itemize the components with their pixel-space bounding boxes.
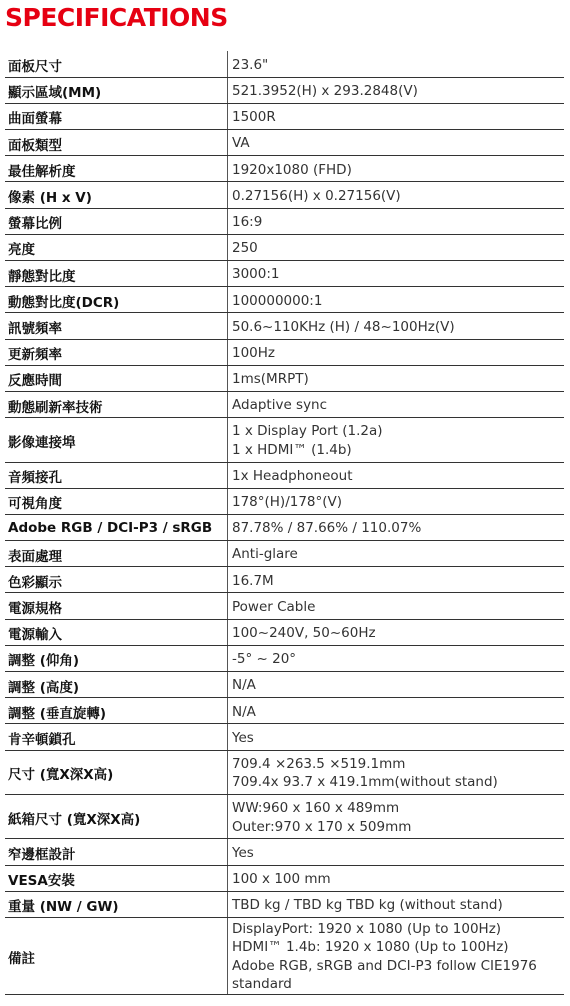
- spec-label: 亮度: [5, 234, 228, 260]
- spec-row: [5, 287, 564, 313]
- spec-value: [228, 391, 565, 417]
- spec-value: [228, 865, 565, 891]
- spec-label: 最佳解析度: [5, 156, 228, 182]
- spec-row: [5, 514, 564, 540]
- spec-row: [5, 156, 564, 182]
- spec-value-line: standard: [232, 976, 292, 993]
- spec-label: 電源規格: [5, 593, 228, 619]
- spec-label: 音頻接孔: [5, 462, 228, 488]
- spec-value: [228, 645, 565, 671]
- spec-value-line: 1x Headphoneout: [232, 467, 353, 484]
- spec-value: [228, 917, 565, 994]
- spec-value-line: TBD kg / TBD kg TBD kg (without stand): [232, 897, 503, 914]
- spec-value: [228, 418, 565, 462]
- spec-value-line: 1ms(MRPT): [232, 371, 309, 388]
- spec-value-line: Anti-glare: [232, 546, 298, 563]
- spec-value: [228, 891, 565, 917]
- spec-row: [5, 418, 564, 462]
- spec-label: 調整 (仰角): [5, 645, 228, 671]
- spec-row: [5, 51, 564, 77]
- spec-value-line: 709.4 ×263.5 ×519.1mm: [232, 755, 406, 772]
- spec-row: [5, 313, 564, 339]
- spec-value: [228, 593, 565, 619]
- spec-value: [228, 51, 565, 77]
- spec-value-line: HDMI™ 1.4b: 1920 x 1080 (Up to 100Hz): [232, 939, 509, 956]
- spec-value-line: 1920x1080 (FHD): [232, 161, 352, 178]
- spec-value: [228, 261, 565, 287]
- spec-value-line: 100Hz: [232, 344, 276, 361]
- spec-label: VESA安裝: [5, 865, 228, 891]
- spec-label: 表面處理: [5, 541, 228, 567]
- spec-row: [5, 794, 564, 838]
- spec-row: [5, 724, 564, 750]
- spec-value-line: 100~240V, 50~60Hz: [232, 624, 376, 641]
- spec-row: [5, 619, 564, 645]
- specifications-table: [5, 51, 564, 995]
- spec-row: [5, 208, 564, 234]
- spec-value-line: 87.78% / 87.66% / 110.07%: [232, 520, 422, 537]
- spec-label: 重量 (NW / GW): [5, 891, 228, 917]
- spec-row: [5, 865, 564, 891]
- spec-row: [5, 234, 564, 260]
- spec-value: [228, 208, 565, 234]
- spec-label: 可視角度: [5, 488, 228, 514]
- spec-value: [228, 103, 565, 129]
- spec-value-line: 100000000:1: [232, 292, 323, 309]
- spec-value: [228, 130, 565, 156]
- spec-value-line: 100 x 100 mm: [232, 870, 331, 887]
- spec-row: [5, 917, 564, 994]
- spec-value-line: 0.27156(H) x 0.27156(V): [232, 187, 401, 204]
- spec-value: [228, 567, 565, 593]
- spec-value: [228, 339, 565, 365]
- spec-value-line: 50.6~110KHz (H) / 48~100Hz(V): [232, 318, 455, 335]
- spec-value: [228, 287, 565, 313]
- spec-value-line: Yes: [232, 729, 254, 746]
- spec-label: Adobe RGB / DCI-P3 / sRGB: [5, 514, 228, 540]
- page-title: SPECIFICATIONS: [5, 3, 228, 32]
- spec-label: 調整 (垂直旋轉): [5, 698, 228, 724]
- spec-value: [228, 77, 565, 103]
- spec-label: 紙箱尺寸 (寬X深X高): [5, 794, 228, 838]
- spec-value: [228, 839, 565, 865]
- spec-label: 影像連接埠: [5, 418, 228, 462]
- spec-row: [5, 182, 564, 208]
- spec-row: [5, 891, 564, 917]
- spec-value: [228, 619, 565, 645]
- spec-label: 窄邊框設計: [5, 839, 228, 865]
- spec-row: [5, 645, 564, 671]
- spec-value-line: 23.6": [232, 56, 269, 73]
- spec-label: 反應時間: [5, 365, 228, 391]
- spec-label: 面板尺寸: [5, 51, 228, 77]
- spec-value-line: 1 x HDMI™ (1.4b): [232, 441, 352, 458]
- spec-label: 色彩顯示: [5, 567, 228, 593]
- spec-row: [5, 339, 564, 365]
- spec-value-line: 709.4x 93.7 x 419.1mm(without stand): [232, 774, 498, 791]
- spec-row: [5, 103, 564, 129]
- spec-value-line: WW:960 x 160 x 489mm: [232, 800, 400, 817]
- spec-value-line: 16.7M: [232, 572, 274, 589]
- spec-value: [228, 794, 565, 838]
- spec-row: [5, 130, 564, 156]
- specifications-table-body: [5, 51, 564, 994]
- spec-value-line: Adobe RGB, sRGB and DCI-P3 follow CIE1976: [232, 957, 537, 974]
- spec-label: 尺寸 (寬X深X高): [5, 750, 228, 794]
- spec-row: [5, 77, 564, 103]
- spec-value: [228, 724, 565, 750]
- spec-value: [228, 750, 565, 794]
- spec-row: [5, 839, 564, 865]
- spec-value: [228, 182, 565, 208]
- spec-label: 靜態對比度: [5, 261, 228, 287]
- spec-value-line: N/A: [232, 703, 256, 720]
- spec-label: 螢幕比例: [5, 208, 228, 234]
- spec-label: 顯示區域(MM): [5, 77, 228, 103]
- spec-value-line: 1500R: [232, 109, 276, 126]
- spec-value: [228, 488, 565, 514]
- spec-label: 肯辛頓鎖孔: [5, 724, 228, 750]
- spec-value: [228, 234, 565, 260]
- spec-value: [228, 514, 565, 540]
- spec-value: [228, 365, 565, 391]
- spec-value-line: 16:9: [232, 213, 263, 230]
- spec-value-line: Power Cable: [232, 598, 316, 615]
- spec-value-line: 250: [232, 240, 258, 257]
- spec-value: [228, 672, 565, 698]
- spec-row: [5, 567, 564, 593]
- spec-value: [228, 313, 565, 339]
- spec-value-line: 178°(H)/178°(V): [232, 494, 343, 511]
- spec-row: [5, 672, 564, 698]
- spec-label: 動態刷新率技術: [5, 391, 228, 417]
- spec-value-line: -5° ~ 20°: [232, 651, 297, 668]
- spec-value-line: VA: [232, 135, 250, 152]
- spec-row: [5, 488, 564, 514]
- spec-value: [228, 541, 565, 567]
- spec-value-line: Yes: [232, 844, 254, 861]
- spec-value-line: 3000:1: [232, 266, 280, 283]
- spec-row: [5, 593, 564, 619]
- spec-value-line: Outer:970 x 170 x 509mm: [232, 818, 412, 835]
- spec-row: [5, 365, 564, 391]
- spec-label: 電源輸入: [5, 619, 228, 645]
- spec-value-line: Adaptive sync: [232, 397, 328, 414]
- spec-row: [5, 261, 564, 287]
- spec-label: 備註: [5, 917, 228, 994]
- spec-value: [228, 698, 565, 724]
- spec-label: 像素 (H x V): [5, 182, 228, 208]
- spec-value: [228, 156, 565, 182]
- spec-value-line: 521.3952(H) x 293.2848(V): [232, 83, 418, 100]
- spec-label: 面板類型: [5, 130, 228, 156]
- spec-value-line: N/A: [232, 677, 256, 694]
- spec-label: 調整 (高度): [5, 672, 228, 698]
- spec-label: 曲面螢幕: [5, 103, 228, 129]
- spec-label: 動態對比度(DCR): [5, 287, 228, 313]
- spec-label: 更新頻率: [5, 339, 228, 365]
- spec-row: [5, 750, 564, 794]
- spec-value-line: DisplayPort: 1920 x 1080 (Up to 100Hz): [232, 920, 502, 937]
- spec-row: [5, 391, 564, 417]
- spec-value-line: 1 x Display Port (1.2a): [232, 423, 383, 440]
- spec-row: [5, 541, 564, 567]
- spec-row: [5, 698, 564, 724]
- spec-value: [228, 462, 565, 488]
- spec-label: 訊號頻率: [5, 313, 228, 339]
- spec-row: [5, 462, 564, 488]
